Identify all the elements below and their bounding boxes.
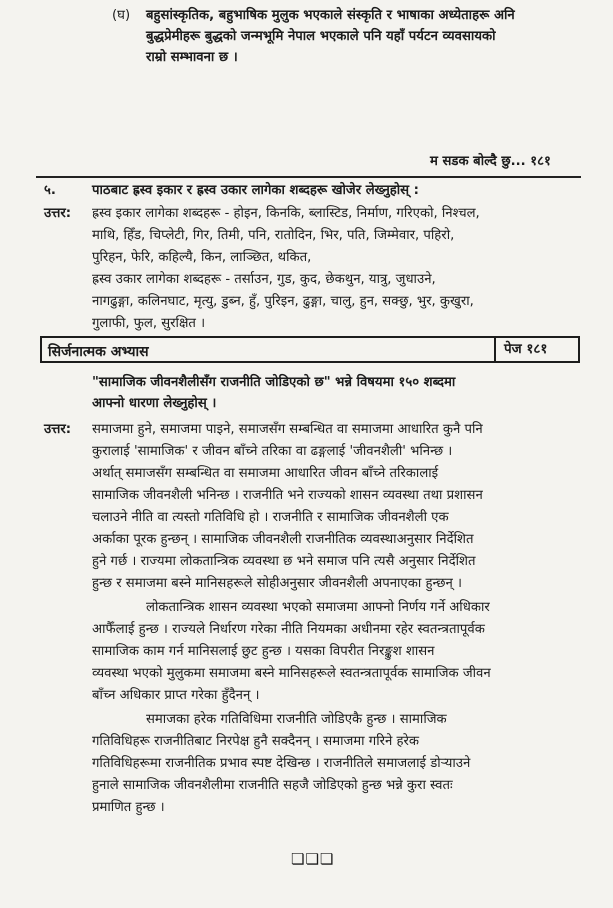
text-line: पुरिहन, फेरि, कहिल्यै, किन, लाञ्छित, थकित, bbox=[92, 250, 312, 265]
text-line: राम्रो सम्भावना छ । bbox=[146, 50, 238, 65]
text-line: माथि, हिँड, चिप्लेटी, गिर, तिमी, पनि, रातोदिन, भिर, पति, जिम्मेवार, पहिरो, bbox=[92, 228, 455, 243]
text-line: बाँच्न अधिकार प्राप्त गरेका हुँदैनन् । bbox=[92, 688, 260, 703]
text-line: सामाजिक जीवनशैली भनिन्छ । राजनीति भने राज्यको शासन व्यवस्था तथा प्रशासन bbox=[92, 488, 483, 503]
text-line: समाजका हरेक गतिविधिमा राजनीति जोडिएकै हुन्छ । सामाजिक bbox=[146, 712, 447, 727]
text-line: सामाजिक काम गर्न मानिसलाई छुट हुन्छ । यसका विपरीत निरङ्कुश शासन bbox=[92, 644, 435, 659]
section-title: सिर्जनात्मक अभ्यास bbox=[48, 344, 149, 360]
text-line: चलाउने नीति वा त्यस्तो गतिविधि हो । राजनीति र सामाजिक जीवनशैली एक bbox=[92, 510, 449, 525]
question-text: "सामाजिक जीवनशैलीसँग राजनीति जोडिएको छ" भन्ने विषयमा १५० शब्दमा bbox=[92, 375, 456, 390]
text-line: गतिविधिहरूमा राजनीतिक प्रभाव स्पष्ट देखिन्छ । राजनीतिले समाजलाई डोऱ्याउने bbox=[92, 756, 471, 771]
text-line: गुलाफी, फुल, सुरक्षित । bbox=[92, 316, 206, 331]
text-line: आफैँलाई हुन्छ । राज्यले निर्धारण गरेका नीति नियमका अधीनमा रहेर स्वतन्त्रतापूर्वक bbox=[92, 622, 485, 637]
text-line: व्यवस्था भएको मुलुकमा समाजमा बस्ने मानिसहरूले स्वतन्त्रतापूर्वक सामाजिक जीवन bbox=[92, 666, 491, 681]
text-line: हुने गर्छ । राज्यमा लोकतान्त्रिक व्यवस्था छ भने समाज पनि त्यसै अनुसार निर्देशित bbox=[92, 554, 476, 569]
section-header bbox=[40, 336, 580, 363]
answer-label: उत्तर: bbox=[44, 206, 72, 221]
text-line: हुन्छ र समाजमा बस्ने मानिसहरूले सोहीअनुसार जीवनशैली अपनाएका हुन्छन् । bbox=[92, 576, 462, 591]
divider bbox=[36, 176, 581, 178]
item-marker: (घ) bbox=[112, 8, 131, 23]
text-line: हुनाले सामाजिक जीवनशैलीमा राजनीति सहजै जोडिएको हुन्छ भन्ने कुरा स्वतः bbox=[92, 778, 453, 793]
answer-label: उत्तर: bbox=[44, 422, 72, 437]
text-line: अर्काका पूरक हुन्छन् । सामाजिक जीवनशैली राजनीतिक व्यवस्थाअनुसार निर्देशित bbox=[92, 532, 474, 547]
text-line: बुद्धप्रेमीहरू बुद्धको जन्मभूमि नेपाल भएकाले पनि यहाँ पर्यटन व्यवसायको bbox=[146, 29, 496, 44]
end-mark: ❏❏❏ bbox=[291, 850, 335, 868]
section-page: पेज १८१ bbox=[494, 338, 578, 361]
text-line: बहुसांस्कृतिक, बहुभाषिक मुलुक भएकाले संस्कृति र भाषाका अध्येताहरू अनि bbox=[146, 8, 515, 23]
question-text: आफ्नो धारणा लेख्नुहोस् । bbox=[92, 396, 217, 411]
text-line: नागढुङ्गा, कलिनघाट, मृत्यु, डुब्न, हुँ, पुरिइन, ढुङ्गा, चालु, हुन, सक्छु, भुर, कुखुरा, bbox=[92, 294, 474, 309]
text-line: ह्रस्व इकार लागेका शब्दहरू - होइन, किनकि, ब्लास्टिड, निर्माण, गरिएको, निश्चल, bbox=[92, 206, 480, 221]
text-line: समाजमा हुने, समाजमा पाइने, समाजसँग सम्बन्धित वा समाजमा आधारित कुनै पनि bbox=[92, 422, 483, 437]
text-line: ह्रस्व उकार लागेका शब्दहरू - तर्साउन, गुड, कुद, छेकथुन, यात्रु, जुधाउने, bbox=[92, 272, 436, 287]
text-line: प्रमाणित हुन्छ । bbox=[92, 800, 165, 815]
running-header: म सडक बोल्दै छु... १८१ bbox=[430, 154, 551, 169]
text-line: लोकतान्त्रिक शासन व्यवस्था भएको समाजमा आफ्नो निर्णय गर्ने अधिकार bbox=[146, 600, 490, 615]
text-line: अर्थात् समाजसँग सम्बन्धित वा समाजमा आधारित जीवन बाँच्ने तरिकालाई bbox=[92, 466, 439, 481]
question-number: ५. bbox=[44, 183, 56, 198]
text-line: कुरालाई 'सामाजिक' र जीवन बाँच्ने तरिका वा ढङ्गलाई 'जीवनशैली' भनिन्छ । bbox=[92, 444, 453, 459]
text-line: गतिविधिहरू राजनीतिबाट निरपेक्ष हुनै सक्दैनन् । समाजमा गरिने हरेक bbox=[92, 734, 420, 749]
question-text: पाठबाट ह्रस्व इकार र ह्रस्व उकार लागेका शब्दहरू खोजेर लेख्नुहोस् : bbox=[92, 183, 419, 198]
